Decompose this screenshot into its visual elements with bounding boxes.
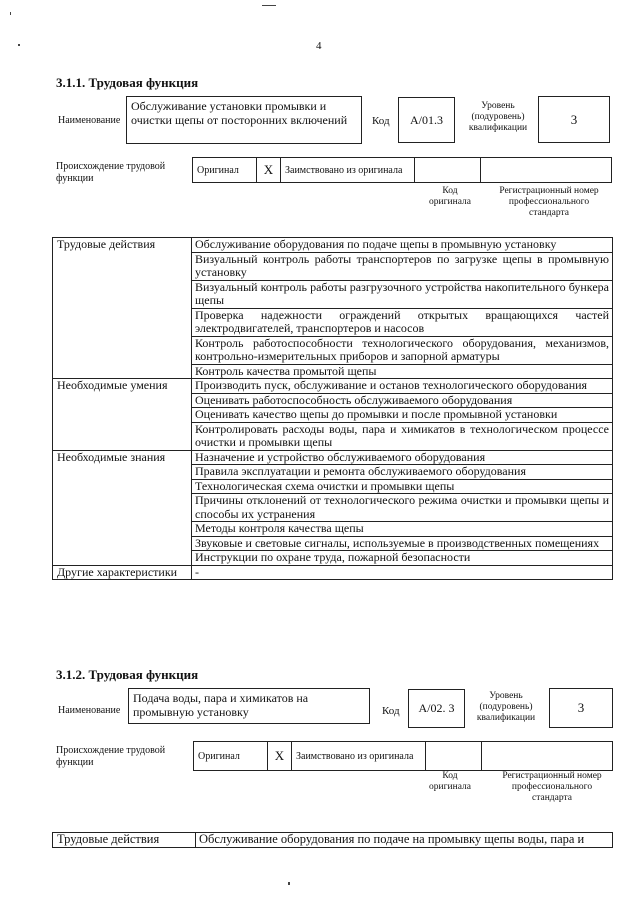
other-value: - [192,565,613,580]
origin-row [192,157,612,183]
knowledge-item: Назначение и устройство обслуживаемого оборудования [192,450,613,465]
skills-label: Необходимые умения [53,379,192,451]
level-value: 3 [538,96,610,143]
skill-item: Производить пуск, обслуживание и останов технологического оборудования [192,379,613,394]
page-number: 4 [316,40,322,52]
knowledge-item: Инструкции по охране труда, пожарной безопасности [192,551,613,566]
function-code: А/01.3 [398,97,455,143]
action-item: Обслуживание оборудования по подаче на промывку щепы воды, пара и [196,833,613,848]
action-item: Проверка надежности ограждений открытых вращающихся частей электродвигателей, транспортеров и насосов [192,308,613,336]
code-label: Код [372,115,390,127]
borrowed-cell: Заимствовано из оригинала [292,742,426,770]
skill-item: Оценивать качество щепы до промывки и после промывной установки [192,408,613,423]
reg-number-cell [482,742,612,770]
code-label: Код [382,705,400,717]
other-label: Другие характеристики [53,565,192,580]
original-cell: Оригинал [194,742,268,770]
action-item: Контроль работоспособности технологического оборудования, механизмов, контрольно-измерительных приборов и запорной арматуры [192,336,613,364]
col-code-caption: Код оригинала [429,771,471,792]
action-item: Обслуживание оборудования по подаче щепы в промывную установку [192,238,613,253]
section-heading: 3.1.2. Трудовая функция [56,667,199,682]
reg-number-cell [481,158,611,182]
action-item: Визуальный контроль работы транспортеров по загрузке щепы в промывную установку [192,252,613,280]
function-name: Подача воды, пара и химикатов на промывную установку [128,688,370,724]
knowledge-item: Технологическая схема очистки и промывки щепы [192,479,613,494]
action-item: Визуальный контроль работы разгрузочного устройства накопительного бункера щепы [192,280,613,308]
function-table [52,237,613,580]
origin-label: Происхождение трудовой функции [56,161,166,184]
col-reg-caption: Регистрационный номер профессионального стандарта [499,186,599,218]
col-code-caption: Код оригинала [429,186,471,207]
origin-row [193,741,613,771]
skill-item: Оценивать работоспособность обслуживаемого оборудования [192,393,613,408]
skill-item: Контролировать расходы воды, пара и химикатов в технологическом процессе очистки и промывки щепы [192,422,613,450]
function-code: А/02. 3 [408,689,465,728]
col-reg-caption: Регистрационный номер профессионального стандарта [502,771,602,803]
knowledge-item: Правила эксплуатации и ремонта обслуживаемого оборудования [192,465,613,480]
labor-actions-label: Трудовые действия [53,833,196,848]
name-label: Наименование [58,705,121,716]
borrowed-cell: Заимствовано из оригинала [281,158,415,182]
original-mark: X [257,158,281,182]
origin-label: Происхождение трудовой функции [56,745,166,768]
knowledge-label: Необходимые знания [53,450,192,565]
code-original-cell [426,742,482,770]
code-original-cell [415,158,481,182]
labor-actions-label: Трудовые действия [53,238,192,379]
level-label: Уровень (подуровень) квалификации [476,691,536,723]
function-table-2 [52,832,613,848]
function-name: Обслуживание установки промывки и очистки щепы от посторонних включений [126,96,362,144]
knowledge-item: Звуковые и световые сигналы, используемые в производственных помещениях [192,536,613,551]
scan-mark [10,12,11,15]
name-label: Наименование [58,115,121,126]
scan-mark [288,882,290,885]
knowledge-item: Методы контроля качества щепы [192,522,613,537]
scan-mark [18,44,20,46]
level-value: 3 [549,688,613,728]
level-label: Уровень (подуровень) квалификации [468,101,528,133]
knowledge-item: Причины отклонений от технологического режима очистки и промывки щепы и способы их устранения [192,494,613,522]
original-cell: Оригинал [193,158,257,182]
action-item: Контроль качества промытой щепы [192,364,613,379]
scan-mark [262,5,276,6]
original-mark: X [268,742,292,770]
section-heading: 3.1.1. Трудовая функция [56,75,199,90]
